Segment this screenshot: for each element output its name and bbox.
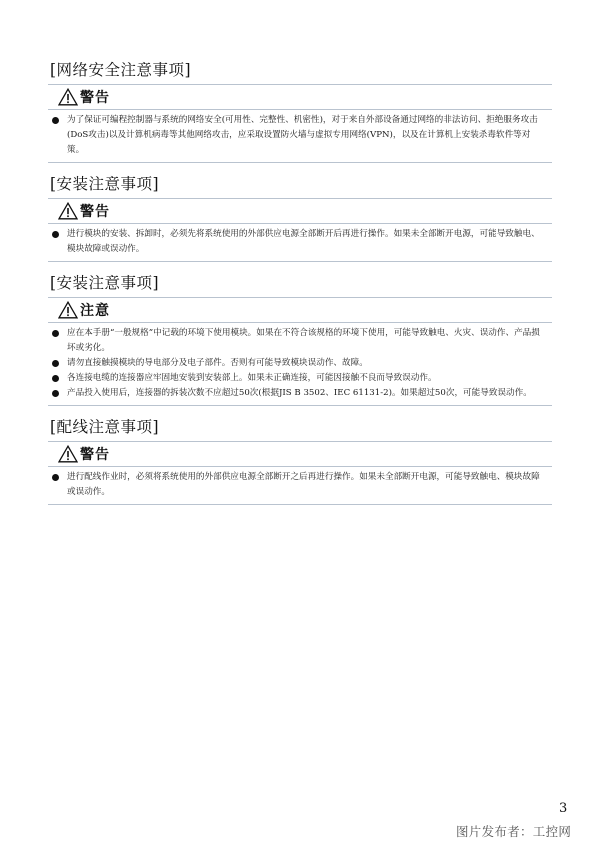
warning-triangle-icon: [58, 445, 78, 463]
list-item-text: 进行模块的安装、拆卸时，必须先将系统使用的外部供应电源全部断开后再进行操作。如果未全部断开电源，可能导致触电、模块故障或误动作。: [67, 229, 540, 254]
bullet-dot: [52, 390, 59, 397]
list-item: [48, 227, 552, 257]
warning-triangle-icon: [58, 301, 78, 319]
bullet-dot: [52, 117, 59, 124]
list-item: [48, 371, 552, 386]
warning-label: 警告: [80, 90, 110, 106]
list-item: [48, 113, 552, 158]
caution-box-header: [48, 297, 552, 323]
list-item-text: 为了保证可编程控制器与系统的网络安全(可用性、完整性、机密性)，对于来自外部设备通过网络的非法访问、拒绝服务攻击(DoS攻击)以及计算机病毒等其他网络攻击，应采取设置防火墙与虚拟专用网络(VPN)，以及在计算机上安装杀毒软件等对策。: [67, 115, 538, 155]
warning-triangle-icon: [58, 202, 78, 220]
section-title: [网络安全注意事项]: [50, 61, 192, 79]
warning-label: 警告: [80, 447, 110, 463]
warning-label: 警告: [80, 204, 110, 220]
section-installation-caution: [48, 271, 552, 406]
list-item-text: 各连接电缆的连接器应牢固地安装到安装部上。如果未正确连接，可能因接触不良而导致误动作。: [67, 373, 437, 383]
list-item-text: 应在本手册“一般规格”中记载的环境下使用模块。如果在不符合该规格的环境下使用，可能导致触电、火灾、误动作、产品损坏或劣化。: [67, 328, 540, 353]
section-title: [安装注意事项]: [50, 175, 160, 193]
section-installation-warning: [48, 172, 552, 262]
list-item: [48, 356, 552, 371]
precaution-list: [48, 467, 552, 505]
publisher-watermark: 图片发布者：工控网: [456, 824, 572, 839]
list-item: [48, 470, 552, 500]
warning-box-header: [48, 441, 552, 467]
precaution-list: [48, 224, 552, 262]
bullet-dot: [52, 231, 59, 238]
list-item-text: 产品投入使用后，连接器的拆装次数不应超过50次(根据JIS B 3502、IEC 61131-2)。如果超过50次，可能导致误动作。: [67, 388, 532, 398]
warning-box-header: [48, 198, 552, 224]
list-item-text: 请勿直接触摸模块的导电部分及电子部件。否则有可能导致模块误动作、故障。: [67, 358, 368, 368]
warning-box-header: [48, 84, 552, 110]
bullet-dot: [52, 375, 59, 382]
precaution-list: [48, 110, 552, 163]
list-item: [48, 386, 552, 401]
precaution-list: [48, 323, 552, 406]
bullet-dot: [52, 474, 59, 481]
list-item: [48, 326, 552, 356]
list-item-text: 进行配线作业时，必须将系统使用的外部供应电源全部断开之后再进行操作。如果未全部断开电源，可能导致触电、模块故障或误动作。: [67, 472, 540, 497]
document-body: [48, 58, 552, 514]
section-title: [配线注意事项]: [50, 418, 160, 436]
section-wiring-warning: [48, 415, 552, 505]
warning-triangle-icon: [58, 88, 78, 106]
section-network-security: [48, 58, 552, 163]
section-title: [安装注意事项]: [50, 274, 160, 292]
caution-label: 注意: [80, 303, 110, 319]
page-number: 3: [559, 801, 568, 816]
bullet-dot: [52, 360, 59, 367]
bullet-dot: [52, 330, 59, 337]
